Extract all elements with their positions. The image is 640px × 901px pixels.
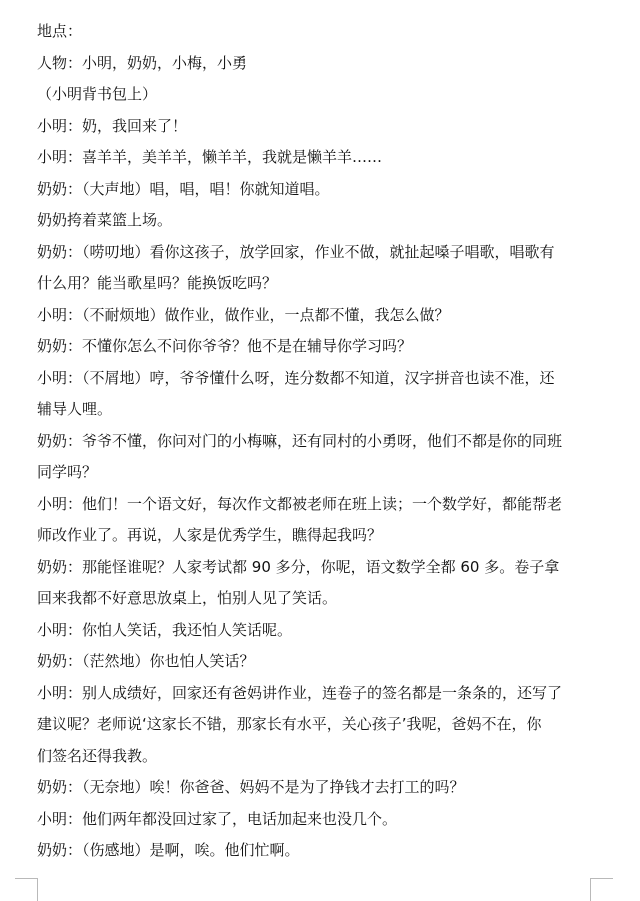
- script-text-body: [37, 16, 603, 867]
- dialogue-line-continued: 同学吗？: [37, 463, 98, 481]
- crop-mark-bottom-left: [15, 878, 38, 901]
- location-line: 地点：: [37, 22, 83, 40]
- dialogue-line-continued: 什么用？能当歌星吗？能换饭吃吗？: [37, 274, 278, 292]
- dialogue-line: 小明：奶，我回来了！: [37, 116, 188, 135]
- dialogue-line-continued: 回来我都不好意思放桌上，怕别人见了笑话。: [37, 589, 338, 607]
- dialogue-line: 奶奶：不懂你怎么不问你爷爷？他不是在辅导你学习吗？: [37, 337, 413, 355]
- dialogue-line: 奶奶：（大声地）唱，唱，唱！你就知道唱。: [37, 179, 330, 198]
- dialogue-line: 奶奶：爷爷不懂，你问对门的小梅嘛，还有同村的小勇呀，他们不都是你的同班: [37, 431, 563, 450]
- dialogue-line: 小明：喜羊羊，美羊羊，懒羊羊，我就是懒羊羊……: [37, 148, 383, 166]
- dialogue-line: 小明：（不屑地）哼，爷爷懂什么呀，连分数都不知道，汉字拼音也读不准，还: [37, 368, 555, 387]
- crop-mark-bottom-right: [590, 878, 613, 901]
- dialogue-line: 奶奶：（无奈地）唉！你爸爸、妈妈不是为了挣钱才去打工的吗？: [37, 778, 465, 796]
- stage-direction: （小明背书包上）: [37, 85, 158, 103]
- dialogue-line: 小明：（不耐烦地）做作业，做作业，一点都不懂，我怎么做？: [37, 305, 450, 324]
- dialogue-line: 奶奶：（伤感地）是啊，唉。他们忙啊。: [37, 841, 300, 859]
- stage-direction: 奶奶挎着菜篮上场。: [37, 211, 173, 229]
- dialogue-line: 小明：他们！一个语文好，每次作文都被老师在班上读；一个数学好，都能帮老: [37, 494, 563, 513]
- characters-line: 人物：小明，奶奶，小梅，小勇: [37, 53, 248, 72]
- dialogue-line-continued: 建议呢？老师说‘这家长不错，那家长有水平，关心孩子’我呢，爸妈不在，你: [37, 715, 542, 733]
- dialogue-line: 小明：别人成绩好，回家还有爸妈讲作业，连卷子的签名都是一条条的，还写了: [37, 683, 563, 702]
- dialogue-line: 小明：你怕人笑话，我还怕人笑话呢。: [37, 620, 293, 639]
- dialogue-line-continued: 辅导人哩。: [37, 400, 113, 418]
- dialogue-line: 奶奶：（唠叨地）看你这孩子，放学回家，作业不做，就扯起嗓子唱歌，唱歌有: [37, 242, 555, 261]
- dialogue-line: 小明：他们两年都没回过家了，电话加起来也没几个。: [37, 809, 398, 828]
- dialogue-line: 奶奶：那能怪谁呢？人家考试都 90 多分，你呢，语文数学全都 60 多。卷子拿: [37, 557, 560, 576]
- dialogue-line-continued: 师改作业了。再说，人家是优秀学生，瞧得起我吗？: [37, 526, 383, 544]
- dialogue-line: 奶奶：（茫然地）你也怕人笑话？: [37, 652, 255, 670]
- dialogue-line-continued: 们签名还得我教。: [37, 746, 158, 765]
